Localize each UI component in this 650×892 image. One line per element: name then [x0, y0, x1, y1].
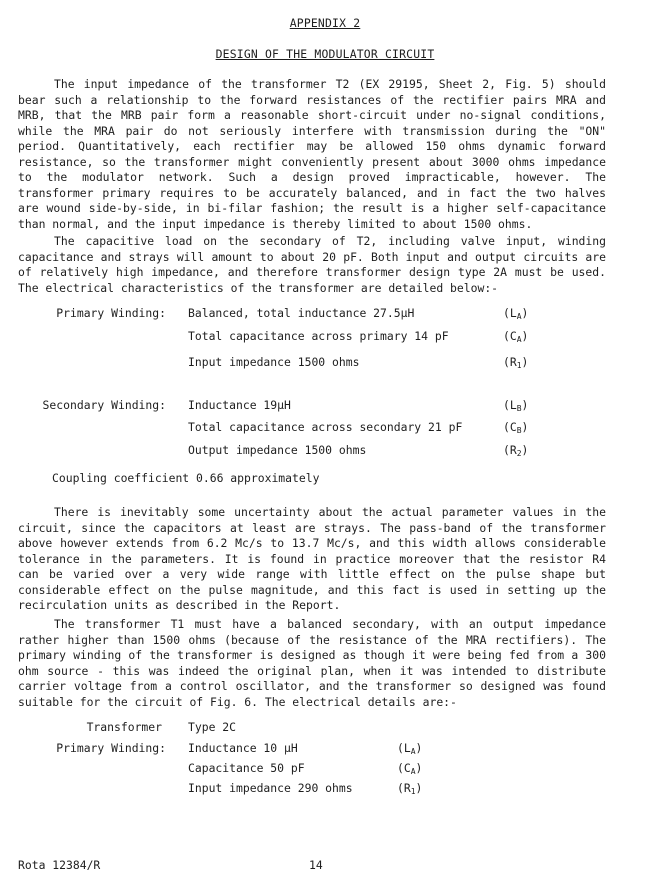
paragraph-4: The transformer T1 must have a balanced secondary, with an output impedance rather higher than 1500 ohms (because of the resistance of the MRA rectifiers). The primary winding of the transformer is designed as though it were being fed from a 300 ohm source - this was indeed the original plan, when it was intended to distribute carrier voltage from a control oscillator, and the transformer so designed was found suitable for the circuit of Fig. 6. The electrical details are:-: [18, 617, 606, 709]
t1-primary-row-1: Inductance 10 µH: [188, 741, 298, 755]
document-reference: Rota 12384/R: [18, 858, 101, 872]
symbol-la: $(L_A)$: [503, 306, 529, 321]
coupling-coefficient: Coupling coefficient 0.66 approximately: [52, 471, 320, 485]
primary-winding-label: Primary Winding:: [56, 306, 166, 320]
t1-symbol-la: $(L_A)$: [397, 741, 423, 756]
t1-symbol-r1: $(R_1)$: [397, 781, 423, 796]
t2-secondary-row-3: Output impedance 1500 ohms: [188, 443, 367, 457]
t2-secondary-row-2: Total capacitance across secondary 21 pF: [188, 420, 463, 434]
secondary-winding-label: Secondary Winding:: [42, 398, 166, 412]
transformer-type: Type 2C: [188, 720, 237, 734]
symbol-ca: $(C_A)$: [503, 329, 529, 344]
t2-primary-row-3: Input impedance 1500 ohms: [188, 355, 360, 369]
paragraph-3: There is inevitably some uncertainty about the actual parameter values in the circuit, since the capacitors at least are strays. The pass-band of the transformer above however extends from 6.2 Mc/s to 13.7 Mc/s, and this width allows considerable tolerance in the parameters. It is found in practice moreover that the resistor R4 can be varied over a very wide range with little effect on the pulse shape but considerable effect on the pulse magnitude, and this fact is used in setting up the recirculation units as described in the Report.: [18, 505, 606, 612]
symbol-r1: $(R_1)$: [503, 355, 529, 370]
t2-secondary-row-1: Inductance 19µH: [188, 398, 291, 412]
page-title: DESIGN OF THE MODULATOR CIRCUIT: [215, 47, 435, 61]
t1-primary-row-2: Capacitance 50 pF: [188, 761, 305, 775]
paragraph-2: The capacitive load on the secondary of T2, including valve input, winding capacitance and strays will amount to about 20 pF. Both input and output circuits are of relatively high impedance, and therefore transformer design type 2A must be used. The electrical characteristics of the transformer are detailed below:-: [18, 234, 606, 295]
paragraph-1: The input impedance of the transformer T2 (EX 29195, Sheet 2, Fig. 5) should bear such a relationship to the forward resistances of the rectifier pairs MRA and MRB, that the MRB pair form a reasonable short-circuit under no-signal conditions, while the MRA pair do not seriously interfere with transmission during the "ON" period. Quantitatively, each rectifier may be allowed 150 ohms dynamic forward resistance, so the transformer might conveniently present about 3000 ohms impedance to the modulator network. Such a design proved impracticable, however. The transformer primary requires to be accurately balanced, and in fact the two halves are wound side-by-side, in bi-filar fashion; the result is a higher self-capacitance than normal, and the input impedance is thereby limited to about 1500 ohms.: [18, 77, 606, 231]
symbol-cb: $(C_B)$: [503, 420, 529, 435]
t1-symbol-ca: $(C_A)$: [397, 761, 423, 776]
t2-primary-row-2: Total capacitance across primary 14 pF: [188, 329, 449, 343]
t2-primary-row-1: Balanced, total inductance 27.5µH: [188, 306, 415, 320]
symbol-r2: $(R_2)$: [503, 443, 529, 458]
t1-primary-winding-label: Primary Winding:: [56, 741, 166, 755]
page-number: 14: [309, 858, 323, 872]
appendix-heading: APPENDIX 2: [289, 16, 361, 30]
transformer-label: Transformer: [86, 720, 162, 734]
symbol-lb: $(L_B)$: [503, 398, 529, 413]
t1-primary-row-3: Input impedance 290 ohms: [188, 781, 353, 795]
